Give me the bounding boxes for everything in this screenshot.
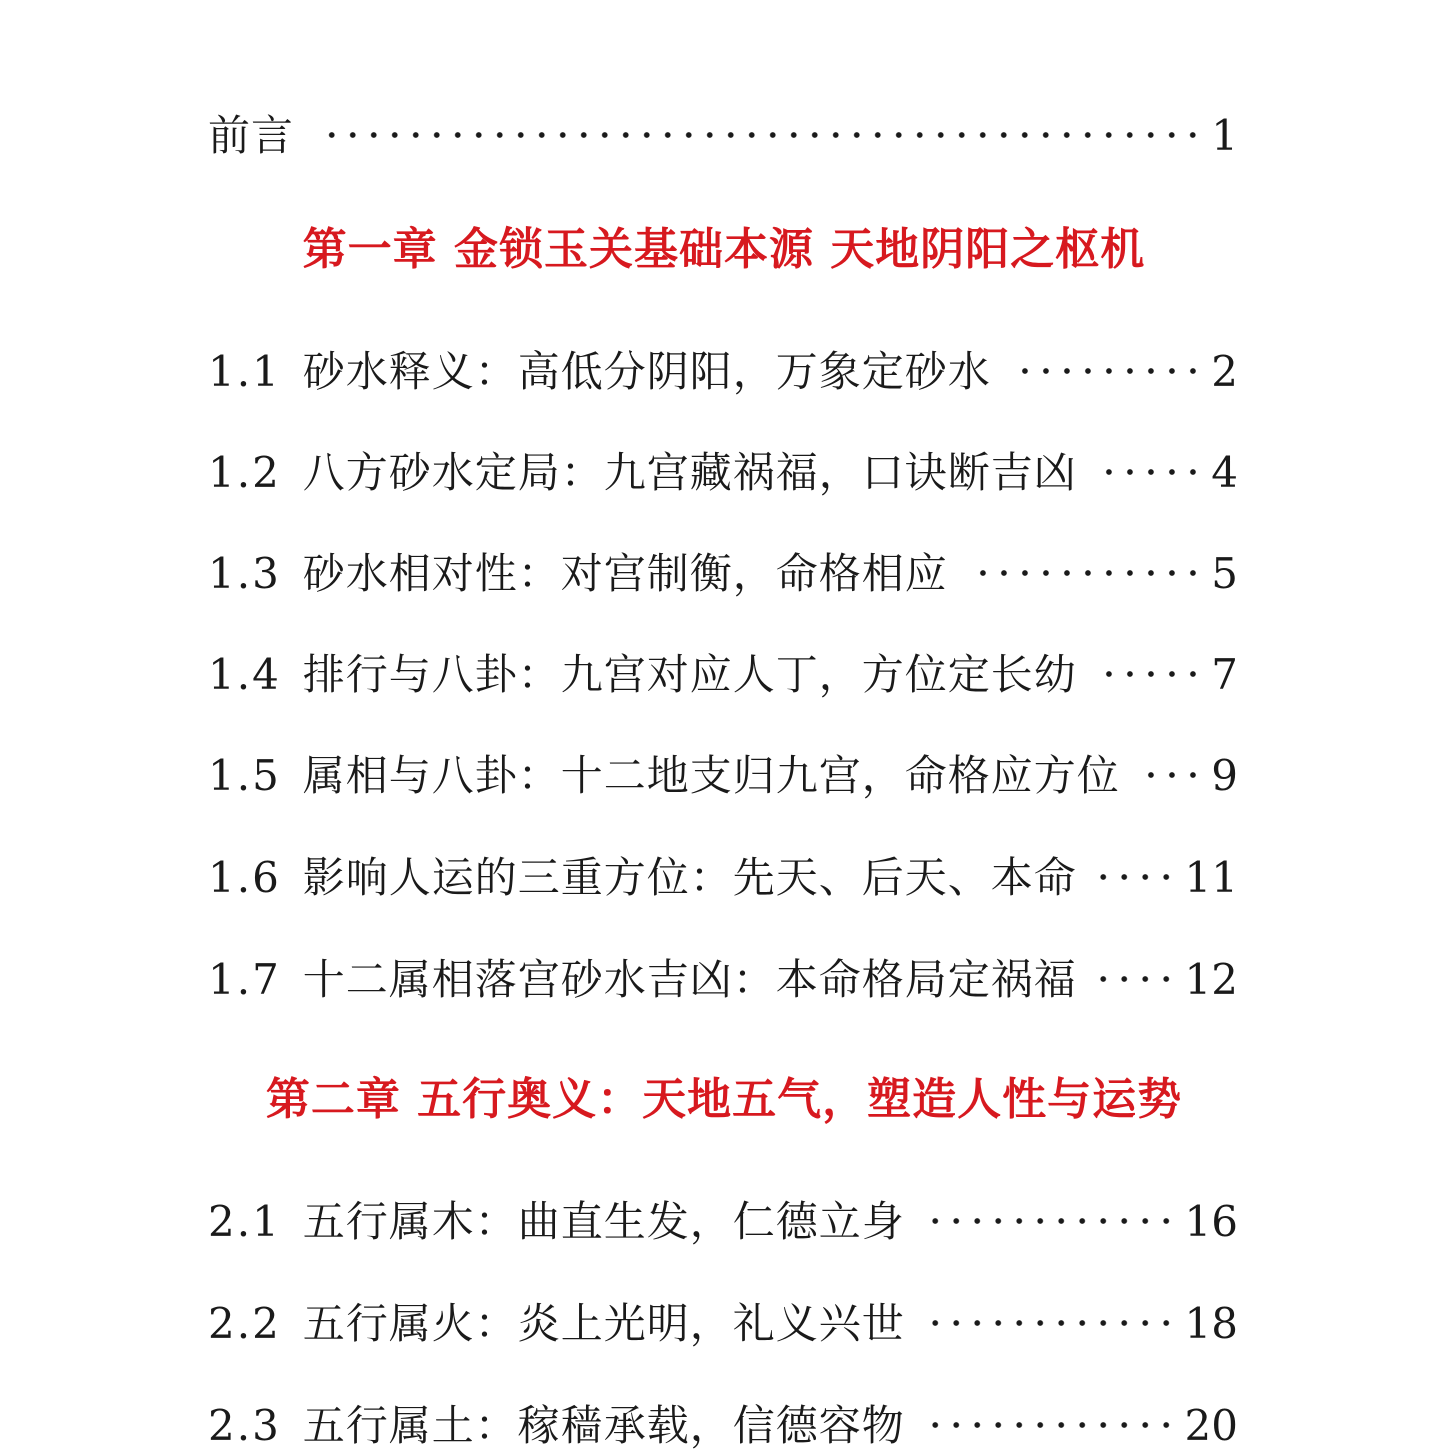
toc-entry-number: 1.2 <box>208 448 281 497</box>
toc-entry-number: 2.2 <box>208 1299 281 1348</box>
toc-entry-number: 1.7 <box>208 955 281 1004</box>
toc-entry-title: 砂水释义：高低分阴阳，万象定砂水 <box>302 347 991 396</box>
toc-entry-title: 五行属火：炎上光明，礼义兴世 <box>302 1299 905 1348</box>
dot-leader <box>927 1176 1177 1236</box>
toc-entry-2-3[interactable] <box>208 1380 1238 1450</box>
toc-entry-1-4[interactable] <box>208 629 1238 699</box>
chapter-heading-2[interactable]: 第二章 五行奥义：天地五气，塑造人性与运势 <box>265 1074 1183 1125</box>
toc-entry-1-1[interactable] <box>208 326 1238 396</box>
toc-entry-title: 前言 <box>208 111 295 160</box>
toc-entry-1-5[interactable] <box>208 730 1238 800</box>
toc-entry-2-2[interactable] <box>208 1278 1238 1348</box>
dot-leader <box>1099 934 1177 994</box>
toc-entry-number: 2.1 <box>208 1197 281 1246</box>
toc-entry-title: 排行与八卦：九宫对应人丁，方位定长幼 <box>302 650 1077 699</box>
toc-entry-number: 1.5 <box>208 751 281 800</box>
toc-entry-title: 影响人运的三重方位：先天、后天、本命 <box>302 853 1077 902</box>
toc-entry-title: 十二属相落宫砂水吉凶：本命格局定祸福 <box>302 955 1077 1004</box>
toc-entry-number: 1.1 <box>208 347 281 396</box>
toc-entry-page: 4 <box>1211 448 1238 497</box>
toc-entry-page: 9 <box>1211 751 1238 800</box>
toc-entry-number: 2.3 <box>208 1401 281 1450</box>
toc-entry-number: 1.3 <box>208 549 281 598</box>
dot-leader <box>970 528 1203 588</box>
toc-entry-1-7[interactable] <box>208 934 1238 1004</box>
toc-entry-title: 属相与八卦：十二地支归九宫，命格应方位 <box>302 751 1120 800</box>
dot-leader <box>927 1278 1177 1338</box>
dot-leader <box>1099 427 1203 487</box>
toc-entry-page: 12 <box>1184 955 1238 1004</box>
toc-entry-page: 2 <box>1211 347 1238 396</box>
toc-entry-page: 18 <box>1184 1299 1238 1348</box>
toc-entry-1-3[interactable] <box>208 528 1238 598</box>
toc-entry-page: 1 <box>1211 111 1238 160</box>
toc-entry-page: 16 <box>1184 1197 1238 1246</box>
toc-entry-title: 八方砂水定局：九宫藏祸福，口诀断吉凶 <box>302 448 1077 497</box>
toc-entry-1-6[interactable] <box>208 832 1238 902</box>
dot-leader <box>316 90 1203 150</box>
toc-entry-title: 砂水相对性：对宫制衡，命格相应 <box>302 549 948 598</box>
chapter-heading-1[interactable]: 第一章 金锁玉关基础本源 天地阴阳之枢机 <box>302 224 1146 275</box>
toc-entry-page: 5 <box>1211 549 1238 598</box>
toc-entry-page: 7 <box>1211 650 1238 699</box>
toc-entry-page: 11 <box>1184 853 1238 902</box>
toc-entry-number: 1.6 <box>208 853 281 902</box>
toc-entry-page: 20 <box>1184 1401 1238 1450</box>
toc-entry-1-2[interactable] <box>208 427 1238 497</box>
dot-leader <box>1099 629 1203 689</box>
dot-leader <box>927 1380 1177 1440</box>
toc-entry-title: 五行属木：曲直生发，仁德立身 <box>302 1197 905 1246</box>
dot-leader <box>1099 832 1177 892</box>
toc-entry-number: 1.4 <box>208 650 281 699</box>
toc-entry-preface[interactable] <box>208 90 1238 160</box>
toc-entry-2-1[interactable] <box>208 1176 1238 1246</box>
dot-leader <box>1013 326 1203 386</box>
dot-leader <box>1142 730 1203 790</box>
toc-entry-title: 五行属土：稼穑承载，信德容物 <box>302 1401 905 1450</box>
